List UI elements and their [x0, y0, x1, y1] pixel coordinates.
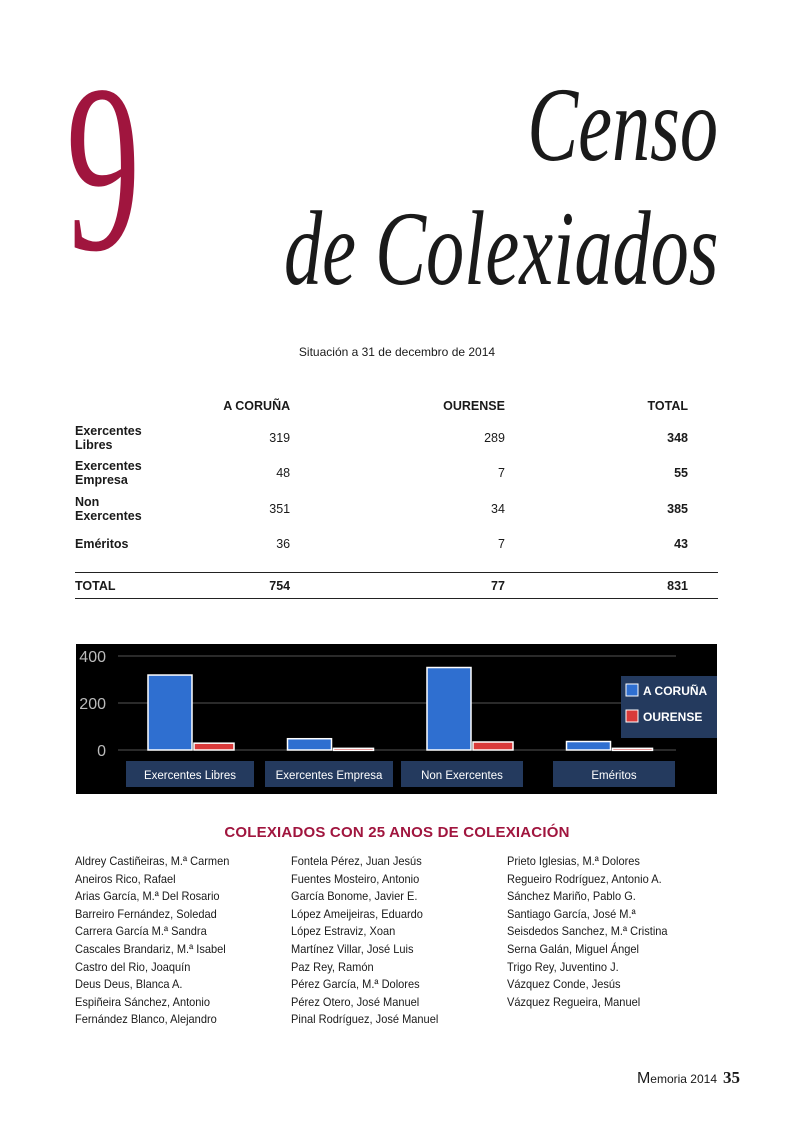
list-item: Vázquez Conde, Jesús [507, 977, 621, 992]
legend-label: OURENSE [643, 710, 703, 724]
cell-ourense: 7 [497, 537, 505, 552]
list-item: Fernández Blanco, Alejandro [75, 1012, 217, 1027]
cell-ourense: 289 [484, 430, 505, 445]
row-label: Exercentes Empresa [75, 459, 142, 488]
table-header-empty [75, 392, 142, 420]
census-bar-chart [76, 644, 717, 794]
cell-ourense: 34 [491, 501, 505, 516]
table-row [75, 527, 718, 563]
bar-coruna [148, 675, 192, 750]
legend-swatch [626, 710, 638, 722]
names-column-2 [291, 853, 438, 1029]
bar-coruna [427, 668, 471, 750]
list-item: Regueiro Rodríguez, Antonio A. [507, 871, 662, 886]
list-item: Pinal Rodríguez, José Manuel [291, 1012, 439, 1027]
cell-ourense: 7 [497, 466, 505, 481]
total-coruna: 754 [142, 573, 320, 599]
list-item: Fontela Pérez, Juan Jesús [291, 854, 422, 868]
bar-coruna [567, 742, 611, 750]
x-tick-label: Eméritos [591, 770, 637, 782]
total-ourense: 77 [320, 573, 535, 599]
table-header-row [75, 392, 718, 420]
list-item: Fuentes Mosteiro, Antonio [291, 871, 420, 886]
x-tick-label: Exercentes Libres [143, 770, 237, 782]
row-label: Exercentes Libres [75, 423, 142, 452]
cell-total: 385 [667, 501, 688, 516]
footer-initial: M [636, 1070, 651, 1087]
list-item: Trigo Rey, Juventino J. [507, 959, 619, 974]
list-item: García Bonome, Javier E. [291, 889, 418, 904]
y-tick-label: 400 [79, 649, 106, 666]
row-label: Eméritos [75, 537, 129, 552]
page-subtitle: Situación a 31 de decembro de 2014 [298, 345, 496, 359]
list-item: Serna Galán, Miguel Ángel [507, 941, 639, 956]
page-footer [637, 1068, 740, 1088]
list-item: Arias García, M.ª Del Rosario [75, 889, 220, 904]
cell-total: 43 [674, 537, 688, 552]
list-item: Aneiros Rico, Rafael [75, 871, 176, 886]
table-header-total: TOTAL [647, 399, 688, 413]
total-total: 831 [535, 573, 718, 599]
table-row [75, 491, 718, 527]
list-item: Cascales Brandariz, M.ª Isabel [75, 941, 226, 956]
legend-swatch [626, 684, 638, 696]
list-item: Deus Deus, Blanca A. [75, 977, 183, 992]
page-number: 35 [723, 1068, 740, 1087]
section-title: COLEXIADOS CON 25 ANOS DE COLEXIACIÓN [224, 824, 570, 841]
names-column-3 [507, 853, 668, 1011]
bar-ourense [334, 748, 374, 750]
cell-coruna: 319 [269, 430, 291, 445]
table-header-coruna: A CORUÑA [223, 399, 291, 413]
bar-ourense [194, 743, 234, 750]
x-tick-label: Non Exercentes [421, 770, 503, 782]
total-label: TOTAL [75, 573, 142, 599]
list-item: Castro del Rio, Joaquín [75, 959, 191, 974]
list-item: Paz Rey, Ramón [291, 959, 374, 974]
bar-coruna [288, 739, 332, 750]
page-title-line-2: de Colexiados [283, 190, 718, 307]
x-tick-label: Exercentes Empresa [275, 770, 383, 782]
row-label: Non Exercentes [75, 494, 142, 523]
cell-coruna: 48 [276, 466, 291, 481]
list-item: Prieto Iglesias, M.ª Dolores [507, 854, 640, 868]
legend-label: A CORUÑA [643, 684, 708, 698]
chapter-number: 9 [66, 35, 141, 301]
bar-ourense [613, 748, 653, 750]
list-item: Martínez Villar, José Luis [291, 941, 414, 956]
list-item: Seisdedos Sanchez, M.ª Cristina [507, 924, 668, 939]
list-item: López Estraviz, Xoan [291, 924, 396, 939]
list-item: López Ameijeiras, Eduardo [291, 906, 423, 921]
list-item: Barreiro Fernández, Soledad [75, 906, 217, 921]
list-item: Pérez García, M.ª Dolores [291, 977, 420, 992]
list-item: Santiago García, José M.ª [507, 906, 636, 921]
census-table [75, 392, 718, 599]
y-tick-label: 0 [97, 743, 106, 760]
list-item: Sánchez Mariño, Pablo G. [507, 889, 636, 904]
table-row [75, 420, 718, 456]
list-item: Aldrey Castiñeiras, M.ª Carmen [75, 854, 230, 868]
list-item: Carrera García M.ª Sandra [75, 924, 207, 939]
list-item: Espiñeira Sánchez, Antonio [75, 994, 211, 1009]
cell-coruna: 36 [276, 537, 291, 552]
bar-ourense [473, 742, 513, 750]
chart-svg [76, 644, 717, 794]
cell-total: 55 [674, 466, 688, 481]
footer-text: emoria 2014 [650, 1072, 717, 1086]
y-tick-label: 200 [79, 696, 106, 713]
list-item: Pérez Otero, José Manuel [291, 994, 420, 1009]
cell-total: 348 [667, 430, 688, 445]
list-item: Vázquez Regueira, Manuel [507, 994, 641, 1009]
cell-coruna: 351 [269, 501, 291, 516]
table-total-row [75, 573, 718, 599]
table-row [75, 456, 718, 492]
names-column-1 [75, 853, 229, 1029]
table-header-ourense: OURENSE [443, 399, 505, 413]
table-spacer [75, 562, 718, 573]
page-title-line-1: Censo [527, 66, 718, 183]
